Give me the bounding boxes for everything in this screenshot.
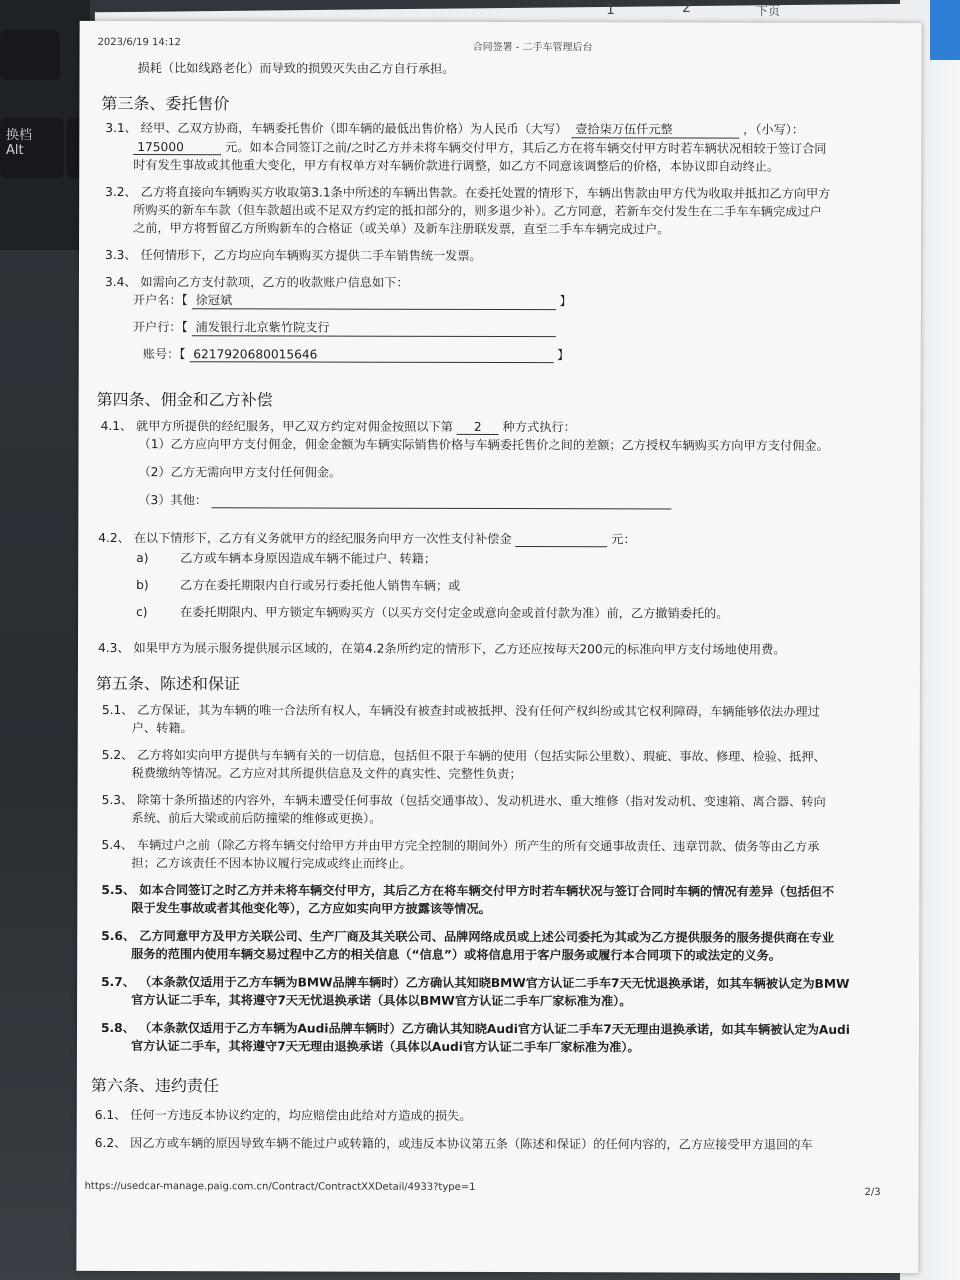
clause-number: 5.2、	[101, 747, 134, 763]
item-text: 乙方在委托期限内自行或另行委托他人销售车辆；或	[180, 578, 461, 593]
account-holder-value: 徐冠斌	[192, 291, 556, 310]
clause-text: 如果甲方为展示服务提供展示区域的，在第4.2条所约定的情形下，乙方还应按每天200元的标准向甲方支付场地使用费。	[133, 641, 786, 657]
item-text: 在委托期限内、甲方锁定车辆购买方（以买方交付定金或意向金或首付款为准）前，乙方撤销委托的。	[179, 605, 729, 621]
blue-edge	[930, 0, 960, 60]
clause-text: 任何一方违反本协议约定的，均应赔偿由此给对方造成的损失。	[130, 1108, 472, 1123]
clause-5-1-line-1	[102, 701, 820, 720]
section-4-title: 第四条、佣金和乙方补偿	[96, 389, 273, 410]
item-text: 乙方或车辆本身原因造成车辆不能过户、转籍；	[180, 551, 437, 566]
bank-value: 浦发银行北京紫竹院支行	[192, 318, 556, 337]
account-holder-row	[133, 291, 572, 310]
print-footer	[84, 1180, 901, 1199]
commission-choice: 2	[457, 420, 499, 435]
account-holder-label: 开户名：【	[132, 293, 188, 308]
clause-3-3	[105, 246, 482, 264]
compensation-blank	[515, 534, 607, 547]
contract-page	[76, 21, 921, 1273]
clause-number: 3.1、	[105, 120, 137, 136]
clause-text: 元：	[611, 532, 636, 547]
commission-option-1: （1）乙方应向甲方支付佣金，佣金金额为车辆实际销售价格与车辆委托售价之间的差额；乙方授权车辆购买方向甲方支付佣金。	[138, 437, 829, 453]
behind-digit-2: 2	[682, 0, 691, 16]
account-number-row	[143, 345, 570, 363]
bank-label: 开户行：【	[132, 320, 188, 335]
item-marker: c)	[136, 605, 148, 620]
clause-4-2-item-a	[136, 549, 436, 567]
clause-4-3	[98, 639, 786, 658]
keyboard-key	[0, 30, 60, 80]
clause-number: 6.1、	[94, 1107, 127, 1123]
clause-text: 就甲方所提供的经纪服务，甲乙双方约定对佣金按照以下第	[136, 419, 453, 434]
clause-number: 5.8、	[100, 1020, 135, 1036]
clause-text: 乙方将如实向甲方提供与车辆有关的一切信息，包括但不限于车辆的使用（包括实际公里数）、瑕疵、事故、修理、检验、抵押、	[137, 748, 826, 764]
print-title: 合同签署 - 二手车管理后台	[472, 41, 593, 54]
print-header	[97, 36, 904, 54]
section-3-title: 第三条、委托售价	[101, 93, 230, 114]
clause-4-1	[101, 417, 576, 435]
commission-option-2: （2）乙方无需向甲方支付任何佣金。	[138, 465, 342, 480]
item-marker: b)	[136, 578, 149, 593]
clause-number: 4.2、	[98, 530, 130, 546]
commission-option-3	[138, 491, 671, 509]
clause-number: 5.4、	[101, 837, 134, 853]
clause-5-8-line-1	[101, 1019, 850, 1038]
clause-text: 车辆过户之前（除乙方将车辆交付给甲方并由甲方完全控制的期间外）所产生的所有交通事故责任、违章罚款、债务等由乙方承	[136, 838, 820, 854]
clause-3-1-line-1	[105, 119, 804, 139]
print-url: https://usedcar-manage.paig.com.cn/Contract/ContractXXDetail/4933?type=1	[84, 1180, 476, 1193]
clause-text: 因乙方或车辆的原因导致车辆不能过户或转籍的，或违反本协议第五条（陈述和保证）的任何内容的，乙方应接受甲方退回的车	[130, 1136, 813, 1152]
clause-text: 元。如本合同签订之前/之时乙方并未将车辆交付甲方，其后乙方在将车辆交付甲方时若车辆状况相较于签订合同	[225, 140, 827, 156]
item-marker: a)	[136, 551, 149, 566]
clause-5-2-line-2: 税费缴纳等情况。乙方应对其所提供信息及文件的真实性、完整性负责；	[131, 766, 522, 782]
clause-5-2-line-1	[102, 746, 826, 765]
account-number-value: 6217920680015646	[189, 347, 553, 363]
keyboard	[0, 0, 90, 250]
bracket-close: 】	[557, 348, 570, 363]
clause-number: 5.7、	[101, 974, 135, 990]
bracket-close: 】	[559, 294, 572, 309]
clause-4-2-item-c	[136, 603, 728, 622]
key-label-alt: Alt	[6, 143, 24, 158]
option-3-label: （3）其他：	[138, 493, 208, 508]
clause-text: 在以下情形下，乙方有义务就甲方的经纪服务向甲方一次性支付补偿金	[133, 531, 512, 547]
clause-5-6-line-1	[101, 927, 834, 946]
clause-number: 5.1、	[101, 702, 134, 718]
clause-3-4	[105, 273, 409, 291]
clause-6-2	[95, 1134, 813, 1153]
clause-5-8-line-2: 官方认证二手车，其将遵守7天无理由退换承诺（具体以Audi官方认证二手车厂家标准为准）。	[130, 1039, 640, 1055]
clause-3-2-line-2: 所购买的新车车款（但车款超出或不足双方约定的抵扣部分的，则多退少补）。乙方同意，若新车交付发生在二手车车辆完成过户	[133, 203, 822, 219]
clause-3-2-line-3: 之前，甲方将暂留乙方所购新车的合格证（或关单）及新车注册联发票，直至二手车车辆完成过户。	[133, 221, 670, 237]
clause-4-2-item-b	[136, 576, 460, 594]
behind-digit-1: 1	[606, 2, 615, 18]
clause-text: （本条款仅适用于乙方车辆为BMW品牌车辆时）乙方确认其知晓BMW官方认证二手车7天无忧退换承诺，如其车辆被认定为BMW	[139, 975, 850, 991]
clause-number: 6.2、	[94, 1135, 127, 1151]
clause-text: 除第十条所描述的内容外，车辆未遭受任何事故（包括交通事故）、发动机进水、重大维修（指对发动机、变速箱、离合器、转向	[137, 793, 826, 809]
clause-5-7-line-2: 官方认证二手车，其将遵守7天无忧退换承诺（具体以BMW官方认证二手车厂家标准为准）。	[131, 993, 632, 1009]
clause-5-7-line-1	[101, 973, 849, 992]
bank-row	[133, 318, 556, 337]
intro-line: 损耗（比如线路老化）而导致的损毁灭失由乙方自行承担。	[137, 61, 455, 76]
clause-3-1-line-3: 时有发生事故或其他重大变化，甲方有权单方对车辆价款进行调整，如乙方不同意该调整后的价格，本协议即自动终止。	[133, 158, 780, 174]
clause-5-4-line-1	[101, 836, 819, 855]
key-label-shift: 换档	[6, 128, 33, 143]
clause-text: （本条款仅适用于乙方车辆为Audi品牌车辆时）乙方确认其知晓Audi官方认证二手车7天无理由退换承诺，如其车辆被认定为Audi	[139, 1021, 850, 1037]
clause-text: ，（小写）：	[743, 122, 805, 137]
clause-3-2-line-1	[105, 183, 830, 202]
keyboard-key-shift	[0, 118, 64, 178]
clause-number: 5.6、	[101, 928, 136, 944]
clause-5-3-line-1	[102, 791, 826, 810]
clause-text: 乙方同意甲方及甲方关联公司、生产厂商及其关联公司、品牌网络成员或上述公司委托为其或为乙方提供服务的服务提供商在专业	[139, 929, 834, 945]
clause-text: 如本合同签订之时乙方并未将车辆交付甲方，其后乙方在将车辆交付甲方时若车辆状况与签订合同时车辆的情况有差异（包括但不	[139, 883, 835, 899]
clause-text: 任何情形下，乙方均应向车辆购买方提供二手车销售统一发票。	[140, 248, 482, 263]
clause-text: 经甲、乙双方协商，车辆委托售价（即车辆的最低出售价格）为人民币（大写）	[140, 121, 568, 137]
clause-number: 4.3、	[97, 640, 130, 656]
clause-5-5-line-2: 限于发生事故或者其他变化等），乙方应如实向甲方披露该等情况。	[131, 901, 491, 916]
section-5-title: 第五条、陈述和保证	[95, 673, 240, 694]
clause-number: 3.3、	[105, 247, 137, 263]
behind-key-label: 下页	[756, 4, 781, 18]
clause-number: 3.4、	[104, 274, 137, 290]
clause-5-3-line-2: 系统、前后大梁或前后防撞梁的维修或更换）。	[131, 811, 382, 826]
page-number: 2/3	[864, 1186, 881, 1199]
option-3-blank	[211, 495, 671, 509]
clause-text: 种方式执行：	[502, 420, 576, 435]
clause-number: 4.1、	[100, 418, 133, 434]
clause-3-1-line-2	[133, 138, 826, 157]
clause-text: 如需向乙方支付款项，乙方的收款账户信息如下：	[140, 275, 409, 290]
clause-text: 乙方将直接向车辆购买方收取第3.1条中所述的车辆出售款。在委托处置的情形下，车辆出售款由甲方代为收取并抵扣乙方向甲方	[140, 185, 831, 201]
clause-number: 3.2、	[105, 184, 137, 200]
print-datetime: 2023/6/19 14:12	[97, 36, 181, 49]
clause-5-5-line-1	[101, 881, 834, 900]
clause-text: 乙方保证，其为车辆的唯一合法所有权人，车辆没有被查封或被抵押、没有任何产权纠纷或其它权利障碍，车辆能够依法办理过	[137, 703, 820, 719]
account-number-label: 账号：【	[142, 347, 186, 362]
clause-number: 5.5、	[101, 882, 136, 898]
clause-number: 5.3、	[101, 792, 134, 808]
clause-4-2	[98, 529, 635, 547]
clause-5-6-line-2: 服务的范围内使用车辆交易过程中乙方的相关信息（“信息”）或将信息用于客户服务或履行本合同项下的或法定的义务。	[131, 947, 781, 963]
small-amount: 175000	[133, 140, 221, 155]
clause-6-1	[95, 1106, 472, 1124]
section-6-title: 第六条、违约责任	[90, 1075, 219, 1096]
capital-amount: 壹拾柒万伍仟元整	[571, 120, 739, 138]
clause-5-1-line-2: 户、转籍。	[131, 721, 193, 736]
clause-5-4-line-2: 担；乙方该责任不因本协议履行完成或终止而终止。	[131, 856, 412, 871]
